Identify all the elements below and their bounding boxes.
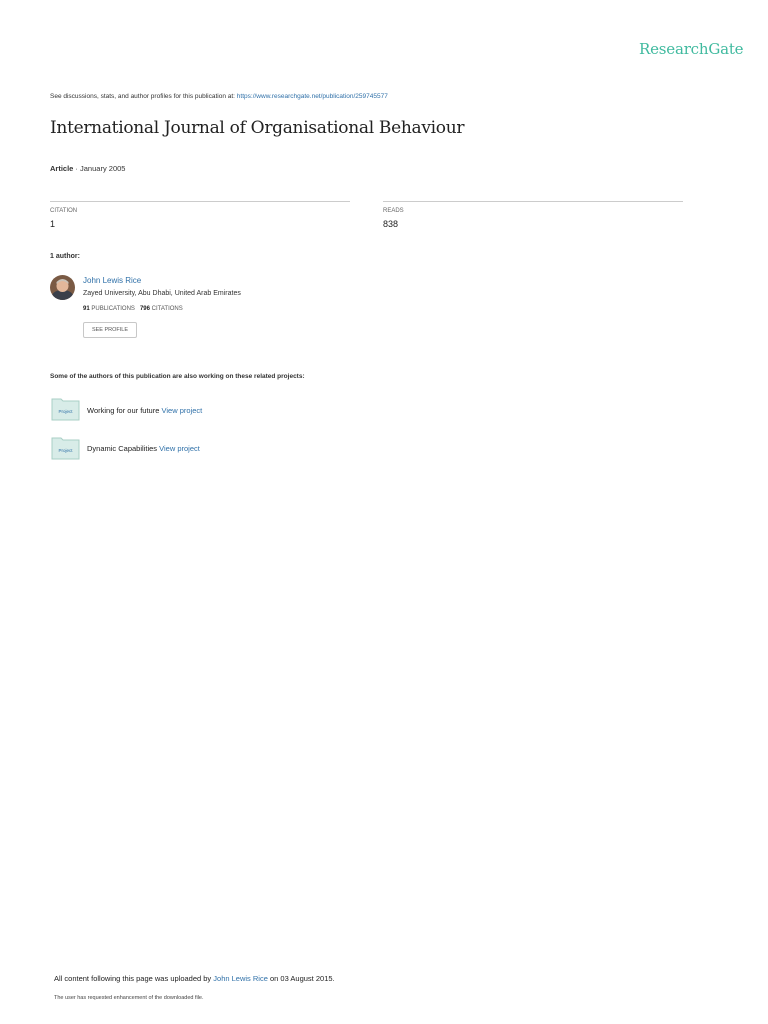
author-avatar[interactable] <box>50 275 75 300</box>
meta-separator: · <box>73 164 81 173</box>
see-profile-button[interactable]: SEE PROFILE <box>83 322 137 338</box>
projects-section-label: Some of the authors of this publication are also working on these related projects: <box>50 373 305 380</box>
upload-suffix: on 03 August 2015. <box>267 974 335 983</box>
view-project-link[interactable]: View project <box>159 444 200 453</box>
citation-count: 1 <box>50 219 56 229</box>
upload-prefix: All content following this page was uploaded by <box>54 974 214 983</box>
project-item <box>87 444 200 453</box>
reads-label: READS <box>383 208 404 214</box>
author-stats <box>83 306 183 312</box>
publication-date: January 2005 <box>80 164 126 173</box>
project-icon-label: Project <box>58 409 73 414</box>
view-project-link[interactable]: View project <box>161 406 203 415</box>
author-citations-label: CITATIONS <box>151 306 183 312</box>
publication-title: International Journal of Organisational Behaviour <box>50 118 465 138</box>
author-photo-icon <box>50 275 75 300</box>
author-citations-count: 796 <box>139 306 150 312</box>
authors-section-label: 1 author: <box>50 253 80 260</box>
author-publications-count: 91 <box>83 306 90 312</box>
author-name-link[interactable]: John Lewis Rice <box>83 276 142 285</box>
author-affiliation: Zayed University, Abu Dhabi, United Arab Emirates <box>83 290 241 297</box>
publication-type: Article <box>50 164 74 173</box>
enhancement-note: The user has requested enhancement of the downloaded file. <box>54 995 204 1001</box>
citation-divider <box>50 201 350 202</box>
researchgate-logo[interactable]: ResearchGate <box>639 40 744 58</box>
reads-count: 838 <box>383 219 399 229</box>
project-name: Dynamic Capabilities <box>87 444 158 453</box>
project-name: Working for our future <box>87 406 160 415</box>
publication-meta <box>50 164 125 173</box>
uploader-link[interactable]: John Lewis Rice <box>213 974 268 983</box>
project-item <box>87 406 202 415</box>
publication-url-link[interactable]: https://www.researchgate.net/publication/259745577 <box>236 93 388 100</box>
author-publications-label: PUBLICATIONS <box>91 306 135 312</box>
citation-label: CITATION <box>50 208 78 214</box>
upload-note <box>54 974 335 983</box>
discussion-prefix: See discussions, stats, and author profiles for this publication at: <box>50 93 237 100</box>
discussion-line <box>50 93 388 100</box>
project-folder-icon <box>51 436 80 460</box>
project-folder-icon <box>51 397 80 421</box>
project-icon-label: Project <box>58 448 73 453</box>
reads-divider <box>383 201 683 202</box>
